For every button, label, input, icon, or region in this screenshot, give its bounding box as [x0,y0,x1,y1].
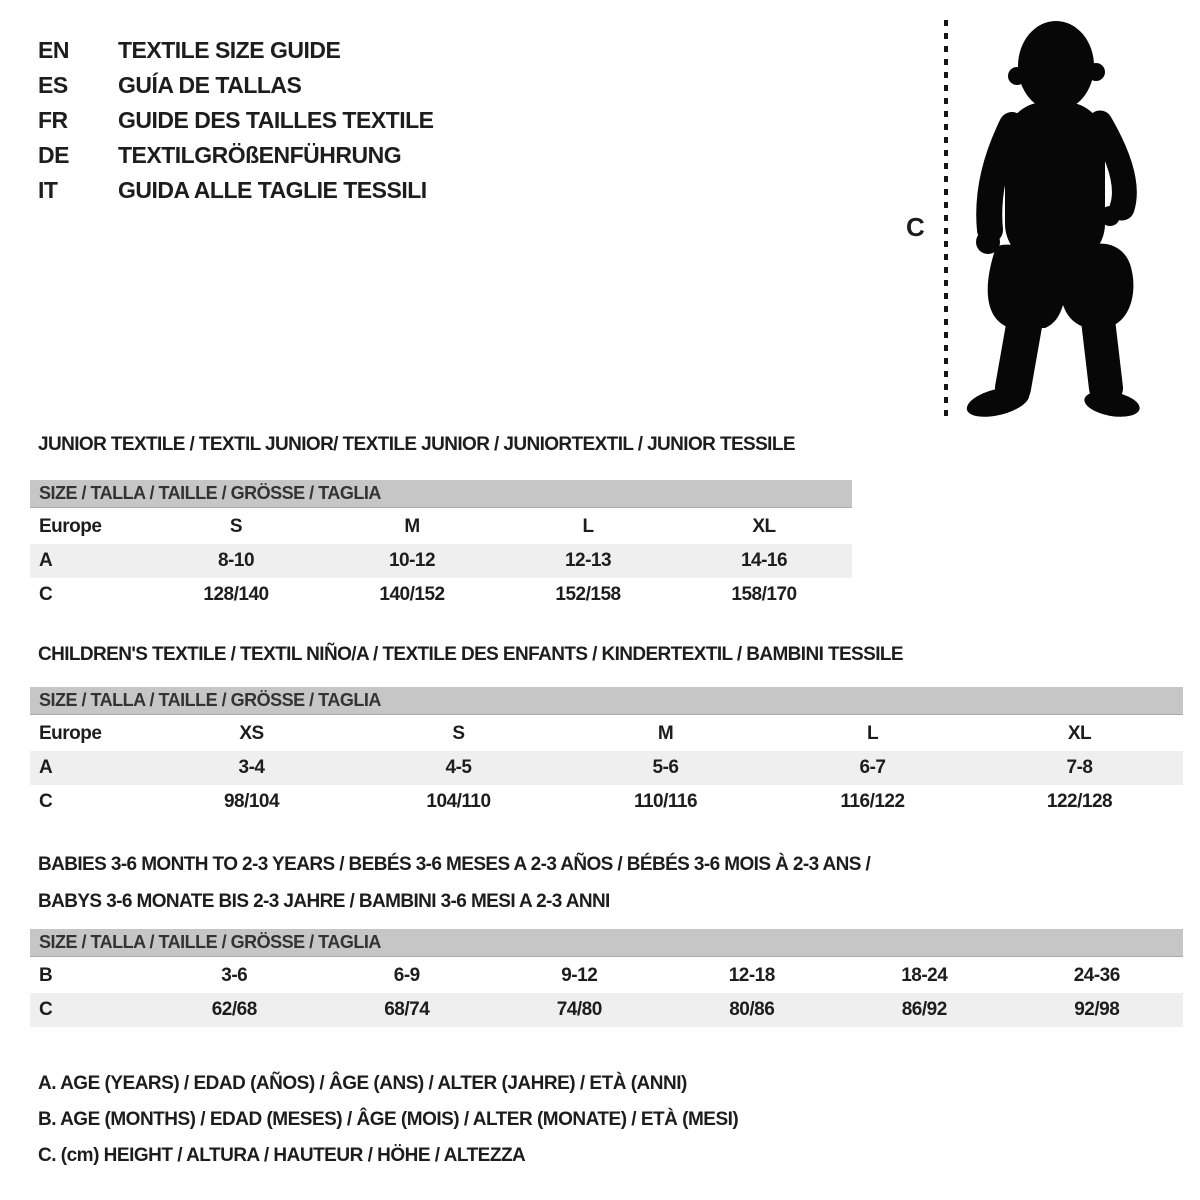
toddler-silhouette-icon [950,20,1145,420]
table-cell: M [657,723,674,744]
guide-title-it: GUIDA ALLE TAGLIE TESSILI [118,177,427,203]
row-label: A [39,550,53,571]
table-cell: 110/116 [633,791,698,812]
row-label: C [39,791,53,812]
table-cell: 4-5 [445,757,472,778]
table-cell: 158/170 [731,584,797,605]
table-cell: 80/86 [729,999,775,1020]
table-cell: 24-36 [1073,965,1120,986]
babies-size-table [30,929,1183,1027]
children-section-heading: CHILDREN'S TEXTILE / TEXTIL NIÑO/A / TEXTILE DES ENFANTS / KINDERTEXTIL / BAMBINI TESSILE [38,644,903,665]
language-row-it [38,173,434,208]
language-row-es [38,68,434,103]
measurement-legend [38,1066,738,1174]
language-row-en [38,33,434,68]
table-cell: XS [239,723,264,744]
language-code: DE [38,142,69,168]
row-label: B [39,965,53,986]
table-cell: 18-24 [901,965,948,986]
table-cell: 3-6 [221,965,248,986]
table-cell: 8-10 [217,550,255,571]
guide-title-es: GUÍA DE TALLAS [118,72,302,98]
height-measure-label: C [906,212,925,242]
junior-section-heading: JUNIOR TEXTILE / TEXTIL JUNIOR/ TEXTILE JUNIOR / JUNIORTEXTIL / JUNIOR TESSILE [38,434,795,455]
table-cell: 92/98 [1074,999,1120,1020]
table-cell: XL [752,516,776,537]
table-cell: 104/110 [426,791,491,812]
table-cell: 68/74 [384,999,430,1020]
table-cell: M [404,516,420,537]
guide-title-en: TEXTILE SIZE GUIDE [118,37,341,63]
table-cell: Europe [39,723,102,744]
table-cell: 14-16 [740,550,788,571]
guide-title-de: TEXTILGRÖßENFÜHRUNG [118,142,402,168]
table-cell: 140/152 [379,584,445,605]
legend-age-years: A. AGE (YEARS) / EDAD (AÑOS) / ÂGE (ANS) / ALTER (JAHRE) / ETÀ (ANNI) [38,1073,687,1094]
junior-header-row [30,510,852,544]
babies-height-row [30,993,1183,1027]
guide-title-fr: GUIDE DES TAILLES TEXTILE [118,107,434,133]
row-label: C [39,584,53,605]
language-code: EN [38,37,69,63]
legend-age-months: B. AGE (MONTHS) / EDAD (MESES) / ÂGE (MOIS) / ALTER (MONATE) / ETÀ (MESI) [38,1109,739,1130]
babies-heading-line1: BABIES 3-6 MONTH TO 2-3 YEARS / BEBÉS 3-6 MESES A 2-3 AÑOS / BÉBÉS 3-6 MOIS À 2-3 ANS / [38,854,871,875]
table-cell: 62/68 [211,999,257,1020]
language-code: FR [38,107,68,133]
size-header-bar: SIZE / TALLA / TAILLE / GRÖSSE / TAGLIA [30,480,852,508]
children-header-row [30,717,1183,751]
table-cell: 6-9 [393,965,420,986]
row-label: C [39,999,53,1020]
table-cell: L [582,516,594,537]
table-cell: L [866,723,879,744]
babies-heading-line2: BABYS 3-6 MONATE BIS 2-3 JAHRE / BAMBINI 3-6 MESI A 2-3 ANNI [38,891,610,912]
table-cell: 9-12 [561,965,598,986]
children-age-row [30,751,1183,785]
table-cell: 7-8 [1066,757,1093,778]
table-cell: 3-4 [238,757,265,778]
table-cell: 86/92 [901,999,947,1020]
junior-size-table [30,480,852,612]
children-height-row [30,785,1183,819]
babies-months-row [30,959,1183,993]
language-row-fr [38,103,434,138]
table-cell: S [229,516,243,537]
table-cell: 98/104 [223,791,280,812]
table-cell: XL [1067,723,1092,744]
table-cell: Europe [39,516,102,537]
junior-height-row [30,578,852,612]
table-cell: 152/158 [555,584,621,605]
babies-section-heading [38,846,870,920]
height-dashed-line [942,18,950,418]
junior-age-row [30,544,852,578]
size-header-bar: SIZE / TALLA / TAILLE / GRÖSSE / TAGLIA [30,687,1183,715]
table-cell: 5-6 [652,757,679,778]
language-code: ES [38,72,68,98]
row-label: A [39,757,53,778]
language-row-de [38,138,434,173]
table-cell: 6-7 [859,757,886,778]
table-cell: 74/80 [556,999,602,1020]
table-cell: 12-13 [564,550,612,571]
table-cell: S [452,723,465,744]
legend-height-cm: C. (cm) HEIGHT / ALTURA / HAUTEUR / HÖHE / ALTEZZA [38,1145,526,1166]
table-cell: 10-12 [388,550,436,571]
table-cell: 122/128 [1046,791,1113,812]
table-cell: 116/122 [840,791,905,812]
language-title-list [38,33,434,208]
size-header-bar: SIZE / TALLA / TAILLE / GRÖSSE / TAGLIA [30,929,1183,957]
table-cell: 12-18 [728,965,775,986]
table-cell: 128/140 [203,584,269,605]
children-size-table [30,687,1183,819]
language-code: IT [38,177,58,203]
